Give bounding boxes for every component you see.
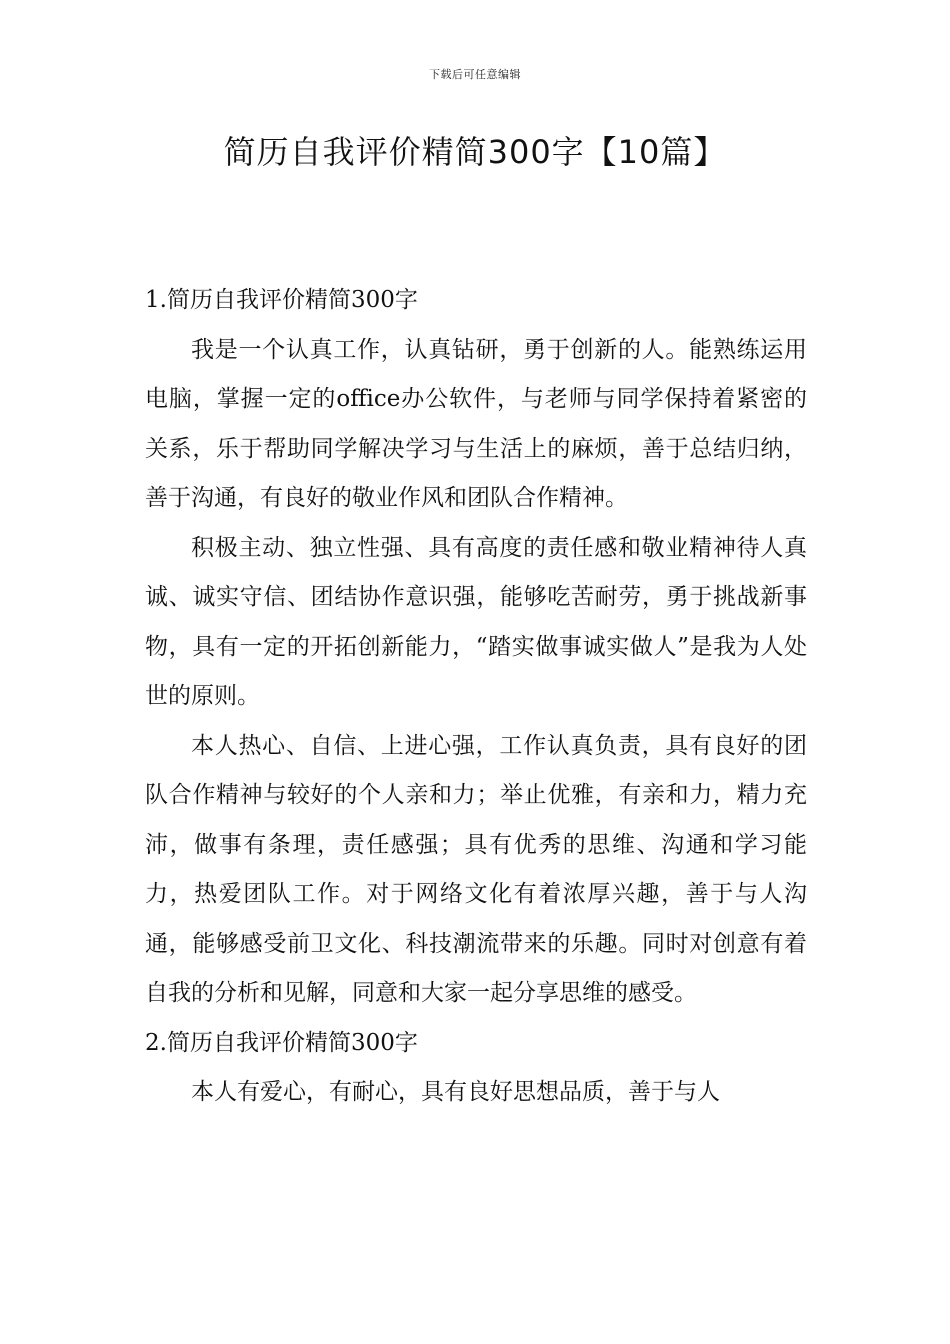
document-title: 简历自我评价精简300字【10篇】	[223, 133, 727, 171]
paragraph: 积极主动、独立性强、具有高度的责任感和敬业精神待人真诚、诚实守信、团结协作意识强，能够吃苦耐劳，勇于挑战新事物，具有一定的开拓创新能力，“踏实做事诚实做人”是我为人处世的原则。	[145, 534, 807, 709]
section-heading: 2.简历自我评价精简300字	[145, 1029, 418, 1056]
section-1	[145, 276, 807, 1019]
paragraph: 本人有爱心，有耐心，具有良好思想品质，善于与人	[191, 1079, 720, 1105]
paragraph: 我是一个认真工作，认真钻研，勇于创新的人。能熟练运用电脑，掌握一定的office办公软件，与老师与同学保持着紧密的关系，乐于帮助同学解决学习与生活上的麻烦，善于总结归纳，善于沟通，有良好的敬业作风和团队合作精神。	[145, 336, 807, 511]
document-body	[145, 276, 807, 1118]
paragraph: 本人热心、自信、上进心强，工作认真负责，具有良好的团队合作精神与较好的个人亲和力；举止优雅，有亲和力，精力充沛，做事有条理，责任感强；具有优秀的思维、沟通和学习能力，热爱团队工作。对于网络文化有着浓厚兴趣，善于与人沟通，能够感受前卫文化、科技潮流带来的乐趣。同时对创意有着自我的分析和见解，同意和大家一起分享思维的感受。	[145, 732, 807, 1006]
page-header-note: 下载后可任意编辑	[429, 68, 521, 81]
section-heading: 1.简历自我评价精简300字	[145, 287, 418, 313]
section-2	[145, 1019, 807, 1118]
